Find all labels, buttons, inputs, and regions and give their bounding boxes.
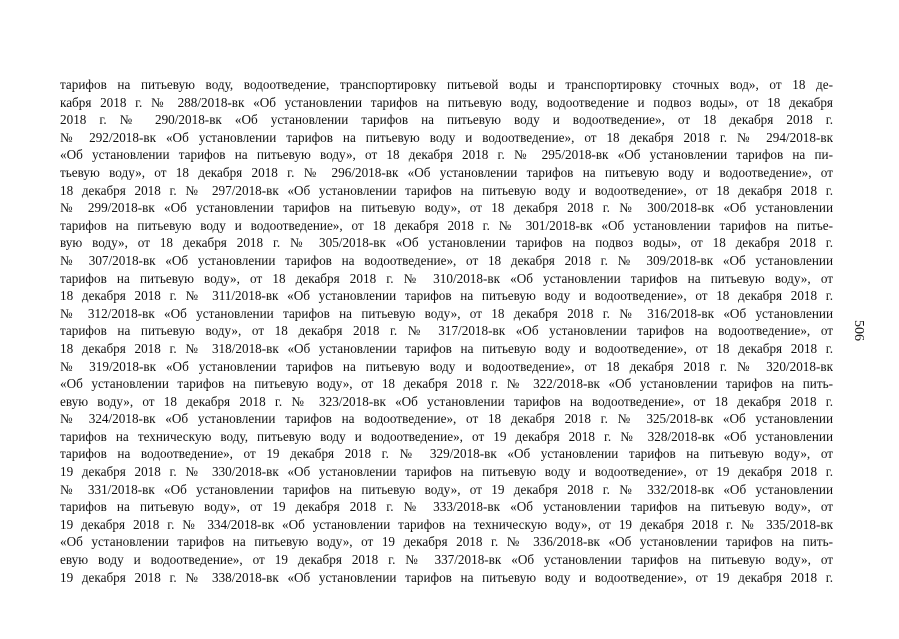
page-number: 506 bbox=[851, 320, 866, 341]
text-line: «Об установлении тарифов на питьевую воду», от 18 декабря 2018 г. № 322/2018-вк «Об установлении тарифов на пить- bbox=[60, 376, 833, 392]
text-line: тарифов на питьевую воду и водоотведение», от 18 декабря 2018 г. № 301/2018-вк «Об установлении тарифов на питье- bbox=[60, 217, 833, 233]
text-line: «Об установлении тарифов на питьевую воду», от 19 декабря 2018 г. № 336/2018-вк «Об установлении тарифов на пить- bbox=[60, 534, 833, 550]
text-line: 19 декабря 2018 г. № 330/2018-вк «Об установлении тарифов на питьевую воду и водоотведение», от 19 декабря 2018 г. bbox=[60, 464, 833, 480]
text-line: № 312/2018-вк «Об установлении тарифов на питьевую воду», от 18 декабря 2018 г. № 316/2018-вк «Об установлении bbox=[60, 305, 833, 321]
text-line: кабря 2018 г. № 288/2018-вк «Об установлении тарифов на питьевую воду, водоотведение и подвоз воды», от 18 декабря bbox=[60, 94, 833, 110]
text-line: 2018 г. № 290/2018-вк «Об установлении тарифов на питьевую воду и водоотведение», от 18 декабря 2018 г. bbox=[60, 112, 833, 128]
text-line: тарифов на водоотведение», от 19 декабря 2018 г. № 329/2018-вк «Об установлении тарифов на питьевую воду», от bbox=[60, 446, 833, 462]
text-line: 19 декабря 2018 г. № 334/2018-вк «Об установлении тарифов на техническую воду», от 19 декабря 2018 г. № 335/2018-вк bbox=[60, 516, 833, 532]
text-line: евую воду и водоотведение», от 19 декабря 2018 г. № 337/2018-вк «Об установлении тарифов на питьевую воду», от bbox=[60, 552, 833, 568]
text-line: № 319/2018-вк «Об установлении тарифов на питьевую воду и водоотведение», от 18 декабря 2018 г. № 320/2018-вк bbox=[60, 358, 833, 374]
text-line: «Об установлении тарифов на питьевую воду», от 18 декабря 2018 г. № 295/2018-вк «Об установлении тарифов на пи- bbox=[60, 147, 833, 163]
body-text bbox=[60, 76, 833, 586]
text-line: тарифов на питьевую воду, водоотведение, транспортировку питьевой воды и транспортировку сточных вод», от 18 де- bbox=[60, 77, 833, 92]
text-line: № 307/2018-вк «Об установлении тарифов на водоотведение», от 18 декабря 2018 г. № 309/2018-вк «Об установлении bbox=[60, 252, 833, 268]
text-line: тарифов на питьевую воду», от 18 декабря 2018 г. № 310/2018-вк «Об установлении тарифов на питьевую воду», от bbox=[60, 270, 833, 286]
text-line: № 292/2018-вк «Об установлении тарифов на питьевую воду и водоотведение», от 18 декабря 2018 г. № 294/2018-вк bbox=[60, 129, 833, 145]
text-line: тьевую воду», от 18 декабря 2018 г. № 296/2018-вк «Об установлении тарифов на питьевую воду и водоотведение», от bbox=[60, 164, 833, 180]
text-line: тарифов на питьевую воду», от 18 декабря 2018 г. № 317/2018-вк «Об установлении тарифов на водоотведение», от bbox=[60, 323, 833, 339]
text-line: № 299/2018-вк «Об установлении тарифов на питьевую воду», от 18 декабря 2018 г. № 300/2018-вк «Об установлении bbox=[60, 200, 833, 216]
text-line: 19 декабря 2018 г. № 338/2018-вк «Об установлении тарифов на питьевую воду и водоотведение», от 19 декабря 2018 г. bbox=[60, 569, 833, 585]
text-line: 18 декабря 2018 г. № 311/2018-вк «Об установлении тарифов на питьевую воду и водоотведение», от 18 декабря 2018 г. bbox=[60, 288, 833, 304]
text-line: № 331/2018-вк «Об установлении тарифов на питьевую воду», от 19 декабря 2018 г. № 332/2018-вк «Об установлении bbox=[60, 481, 833, 497]
text-line: № 324/2018-вк «Об установлении тарифов на водоотведение», от 18 декабря 2018 г. № 325/2018-вк «Об установлении bbox=[60, 411, 833, 427]
text-line: 18 декабря 2018 г. № 297/2018-вк «Об установлении тарифов на питьевую воду и водоотведение», от 18 декабря 2018 г. bbox=[60, 182, 833, 198]
text-line: тарифов на техническую воду, питьевую воду и водоотведение», от 19 декабря 2018 г. № 328/2018-вк «Об установлении bbox=[60, 428, 833, 444]
text-line: тарифов на питьевую воду», от 19 декабря 2018 г. № 333/2018-вк «Об установлении тарифов на питьевую воду», от bbox=[60, 499, 833, 515]
text-line: 18 декабря 2018 г. № 318/2018-вк «Об установлении тарифов на питьевую воду и водоотведение», от 18 декабря 2018 г. bbox=[60, 340, 833, 356]
text-line: вую воду», от 18 декабря 2018 г. № 305/2018-вк «Об установлении тарифов на подвоз воды», от 18 декабря 2018 г. bbox=[60, 235, 833, 251]
text-line: евую воду», от 18 декабря 2018 г. № 323/2018-вк «Об установлении тарифов на водоотведение», от 18 декабря 2018 г. bbox=[60, 393, 833, 409]
